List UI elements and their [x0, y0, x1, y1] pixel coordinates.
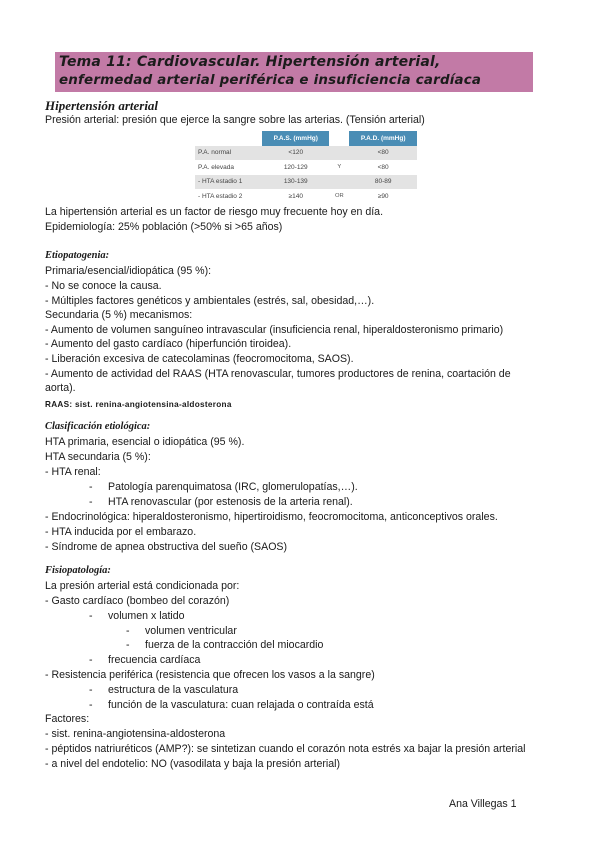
clasif-line: - Síndrome de apnea obstructiva del sueño (SAOS): [45, 541, 288, 553]
fisio-bullet-dash: -: [89, 699, 93, 711]
fisio-line: estructura de la vasculatura: [108, 684, 239, 696]
clasif-line: HTA primaria, esencial o idiopática (95 %).: [45, 436, 245, 448]
fisio-line: frecuencia cardíaca: [108, 654, 201, 666]
fisio-line: volumen x latido: [108, 610, 185, 622]
fisio-line: fuerza de la contracción del miocardio: [145, 639, 324, 651]
clasif-line: - Endocrinológica: hiperaldosteronismo, hipertiroidismo, feocromocitoma, anticonceptivos orales.: [45, 511, 498, 523]
table-row: P.A. elevada 120-129 Y <80: [195, 160, 417, 175]
etio-line: Primaria/esencial/idiopática (95 %):: [45, 265, 212, 277]
fisio-line: - sist. renina-angiotensina-aldosterona: [45, 728, 226, 740]
clasif-bullet-dash: -: [89, 481, 93, 493]
raas-note: RAAS: sist. renina-angiotensina-aldosterona: [45, 400, 232, 409]
etio-line: - Aumento de volumen sanguíneo intravascular (insuficiencia renal, hiperaldosteronismo primario): [45, 324, 504, 336]
fisio-line: volumen ventricular: [145, 625, 237, 637]
clasif-bullet-dash: -: [89, 496, 93, 508]
clasif-line: Patología parenquimatosa (IRC, glomerulopatías,…).: [108, 481, 358, 493]
hta-epidemiology: Epidemiología: 25% población (>50% si >65 años): [45, 221, 283, 233]
hta-risk: La hipertensión arterial es un factor de riesgo muy frecuente hoy en día.: [45, 206, 384, 218]
etio-line: - No se conoce la causa.: [45, 280, 162, 292]
fisio-bullet-dash: -: [126, 639, 130, 651]
fisio-bullet-dash: -: [89, 610, 93, 622]
fisio-line: - Gasto cardíaco (bombeo del corazón): [45, 595, 230, 607]
table-header-pad: P.A.D. (mmHg): [349, 131, 417, 146]
title-banner: [55, 52, 533, 92]
etio-line: aorta).: [45, 382, 76, 394]
clasif-line: - HTA renal:: [45, 466, 101, 478]
section-heading-fisiopatologia: Fisiopatología:: [45, 565, 111, 576]
fisio-line: Factores:: [45, 713, 90, 725]
fisio-bullet-dash: -: [89, 654, 93, 666]
etio-line: - Aumento de actividad del RAAS (HTA renovascular, tumores productores de renina, coartación de: [45, 368, 511, 380]
etio-line: - Múltiples factores genéticos y ambientales (estrés, sal, obesidad,…).: [45, 295, 375, 307]
table-header-pas: P.A.S. (mmHg): [262, 131, 329, 146]
fisio-bullet-dash: -: [126, 625, 130, 637]
blood-pressure-table: [195, 131, 417, 204]
etio-line: - Aumento del gasto cardíaco (hiperfunción tiroidea).: [45, 338, 292, 350]
section-heading-clasificacion: Clasificación etiológica:: [45, 421, 151, 432]
etio-line: Secundaria (5 %) mecanismos:: [45, 309, 193, 321]
fisio-bullet-dash: -: [89, 684, 93, 696]
clasif-line: HTA secundaria (5 %):: [45, 451, 151, 463]
table-row: - HTA estadio 1 130-139 80-89: [195, 175, 417, 190]
section-heading-hta: Hipertensión arterial: [45, 98, 159, 113]
page-footer: Ana Villegas 1: [449, 798, 517, 810]
fisio-line: - péptidos natriuréticos (AMP?): se sintetizan cuando el corazón nota estrés xa bajar la presión arterial: [45, 743, 526, 755]
etio-line: - Liberación excesiva de catecolaminas (feocromocitoma, SAOS).: [45, 353, 354, 365]
title-line-2: enfermedad arterial periférica e insuficiencia cardíaca: [59, 73, 482, 88]
clasif-line: - HTA inducida por el embarazo.: [45, 526, 197, 538]
title-line-1: Tema 11: Cardiovascular. Hipertensión arterial,: [59, 54, 441, 70]
fisio-line: función de la vasculatura: cuan relajada o contraída está: [108, 699, 374, 711]
table-row: P.A. normal <120 <80: [195, 146, 417, 161]
fisio-line: - Resistencia periférica (resistencia que ofrecen los vasos a la sangre): [45, 669, 375, 681]
section-heading-etiopatogenia: Etiopatogenia:: [45, 250, 110, 261]
hta-definition: Presión arterial: presión que ejerce la sangre sobre las arterias. (Tensión arterial): [45, 114, 425, 126]
table-row: - HTA estadio 2 ≥140 OR ≥90: [195, 189, 417, 204]
fisio-line: La presión arterial está condicionada por:: [45, 580, 240, 592]
clasif-line: HTA renovascular (por estenosis de la arteria renal).: [108, 496, 353, 508]
fisio-line: - a nivel del endotelio: NO (vasodilata y baja la presión arterial): [45, 758, 341, 770]
